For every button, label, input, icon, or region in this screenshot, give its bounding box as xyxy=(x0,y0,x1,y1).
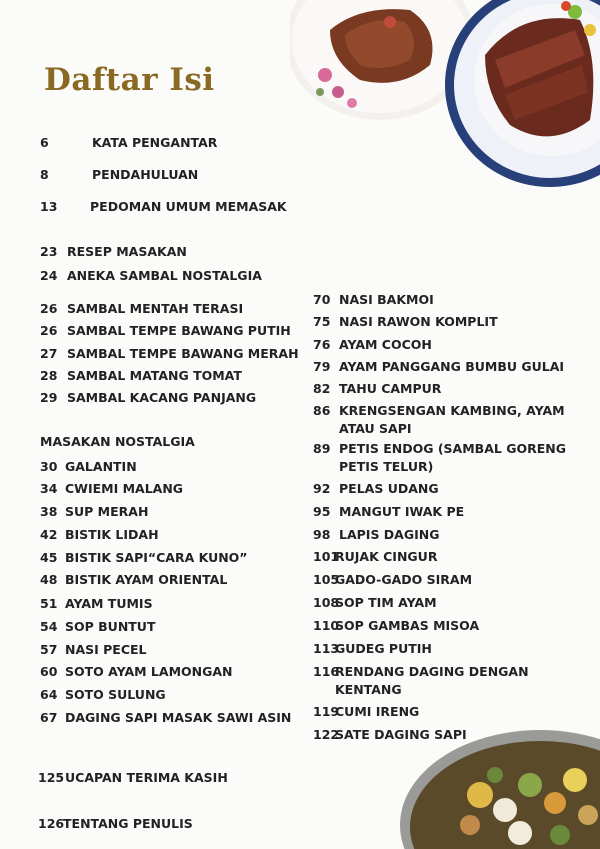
toc-entry-title: NASI BAKMOI xyxy=(339,292,434,307)
toc-page-number: 28 xyxy=(40,368,58,383)
toc-entry-title: ANEKA SAMBAL NOSTALGIA xyxy=(67,268,262,283)
toc-entry-title: GADO-GADO SIRAM xyxy=(335,572,473,587)
toc-entry-title: SAMBAL MENTAH TERASI xyxy=(67,301,244,316)
toc-page-number: 23 xyxy=(40,244,58,259)
toc-entry-title: NASI RAWON KOMPLIT xyxy=(339,314,498,329)
toc-entry-title: DAGING SAPI MASAK SAWI ASIN xyxy=(65,710,292,725)
toc-entry-title: NASI PECEL xyxy=(65,642,147,657)
food-plate-photo-top xyxy=(290,0,600,200)
toc-page-number: 105 xyxy=(313,572,340,587)
toc-page-number: 116 xyxy=(313,664,340,679)
toc-page-number: 67 xyxy=(40,710,58,725)
toc-page-number: 45 xyxy=(40,550,58,565)
toc-entry-title: LAPIS DAGING xyxy=(339,527,440,542)
toc-entry-title: CUMI IRENG xyxy=(335,704,420,719)
toc-page-number: 29 xyxy=(40,390,58,405)
toc-page-number: 48 xyxy=(40,572,58,587)
toc-page-number: 34 xyxy=(40,481,58,496)
page-title: Daftar Isi xyxy=(44,62,215,98)
toc-entry-title: AYAM COCOH xyxy=(339,337,432,352)
toc-page-number: 125 xyxy=(38,770,65,785)
toc-page-number: 6 xyxy=(40,135,49,150)
toc-entry-title: MANGUT IWAK PE xyxy=(339,504,465,519)
toc-page-number: 101 xyxy=(313,549,340,564)
toc-entry-title: BISTIK LIDAH xyxy=(65,527,159,542)
toc-page-number: 122 xyxy=(313,727,340,742)
toc-entry-title: SUP MERAH xyxy=(65,504,149,519)
toc-entry-title: GUDEG PUTIH xyxy=(335,641,432,656)
toc-entry-title: RENDANG DAGING DENGAN xyxy=(335,664,529,679)
toc-page-number: 126 xyxy=(38,816,65,831)
toc-page-number: 82 xyxy=(313,381,331,396)
toc-page-number: 8 xyxy=(40,167,49,182)
toc-page-number: 38 xyxy=(40,504,58,519)
toc-entry-title: SATE DAGING SAPI xyxy=(335,727,467,742)
toc-entry-title: PEDOMAN UMUM MEMASAK xyxy=(90,199,287,214)
toc-entry-title: TAHU CAMPUR xyxy=(339,381,442,396)
toc-entry-title-line2: PETIS TELUR) xyxy=(339,459,434,474)
toc-entry-title: PETIS ENDOG (SAMBAL GORENG xyxy=(339,441,566,456)
toc-entry-title: SAMBAL MATANG TOMAT xyxy=(67,368,242,383)
toc-entry-title: SOP TIM AYAM xyxy=(335,595,437,610)
toc-page-number: 64 xyxy=(40,687,58,702)
toc-page-number: 27 xyxy=(40,346,58,361)
toc-page-number: 76 xyxy=(313,337,331,352)
toc-page-number: 95 xyxy=(313,504,331,519)
toc-page-number: 42 xyxy=(40,527,58,542)
toc-entry-title: KRENGSENGAN KAMBING, AYAM xyxy=(339,403,565,418)
toc-page-number: 26 xyxy=(40,323,58,338)
toc-page-number: 70 xyxy=(313,292,331,307)
toc-entry-title: SOP GAMBAS MISOA xyxy=(335,618,480,633)
toc-page-number: 89 xyxy=(313,441,331,456)
toc-entry-title: SOTO AYAM LAMONGAN xyxy=(65,664,233,679)
toc-entry-title: BISTIK AYAM ORIENTAL xyxy=(65,572,228,587)
toc-entry-title: PENDAHULUAN xyxy=(92,167,199,182)
toc-page-number: 13 xyxy=(40,199,58,214)
toc-page-number: 110 xyxy=(313,618,340,633)
toc-page-number: 57 xyxy=(40,642,58,657)
toc-entry-title: AYAM TUMIS xyxy=(65,596,153,611)
toc-page-number: 26 xyxy=(40,301,58,316)
toc-page-number: 108 xyxy=(313,595,340,610)
toc-page-number: 75 xyxy=(313,314,331,329)
toc-entry-title-line2: ATAU SAPI xyxy=(339,421,412,436)
toc-page-number: 98 xyxy=(313,527,331,542)
toc-entry-title: BISTIK SAPI“CARA KUNO” xyxy=(65,550,248,565)
toc-page-number: 86 xyxy=(313,403,331,418)
toc-entry-title: SAMBAL TEMPE BAWANG PUTIH xyxy=(67,323,291,338)
toc-page-number: 119 xyxy=(313,704,340,719)
toc-entry-title: RESEP MASAKAN xyxy=(67,244,187,259)
toc-page-number: 54 xyxy=(40,619,58,634)
toc-entry-title: UCAPAN TERIMA KASIH xyxy=(65,770,228,785)
toc-entry-title: AYAM PANGGANG BUMBU GULAI xyxy=(339,359,565,374)
toc-entry-title: TENTANG PENULIS xyxy=(63,816,193,831)
toc-entry-title: PELAS UDANG xyxy=(339,481,439,496)
toc-page-number: 113 xyxy=(313,641,340,656)
toc-page-number: 30 xyxy=(40,459,58,474)
toc-entry-title: KATA PENGANTAR xyxy=(92,135,218,150)
toc-entry-title: SAMBAL TEMPE BAWANG MERAH xyxy=(67,346,299,361)
toc-entry-title: GALANTIN xyxy=(65,459,137,474)
toc-entry-title: SAMBAL KACANG PANJANG xyxy=(67,390,257,405)
toc-entry-title-line2: KENTANG xyxy=(335,682,402,697)
toc-entry-title: SOP BUNTUT xyxy=(65,619,156,634)
toc-page-number: 92 xyxy=(313,481,331,496)
toc-page-number: 51 xyxy=(40,596,58,611)
toc-entry-title: CWIEMI MALANG xyxy=(65,481,184,496)
toc-page-number: 79 xyxy=(313,359,331,374)
toc-entry-title: RUJAK CINGUR xyxy=(335,549,438,564)
toc-entry-title: SOTO SULUNG xyxy=(65,687,166,702)
section-heading: MASAKAN NOSTALGIA xyxy=(40,434,195,449)
toc-page-number: 24 xyxy=(40,268,58,283)
toc-page-number: 60 xyxy=(40,664,58,679)
